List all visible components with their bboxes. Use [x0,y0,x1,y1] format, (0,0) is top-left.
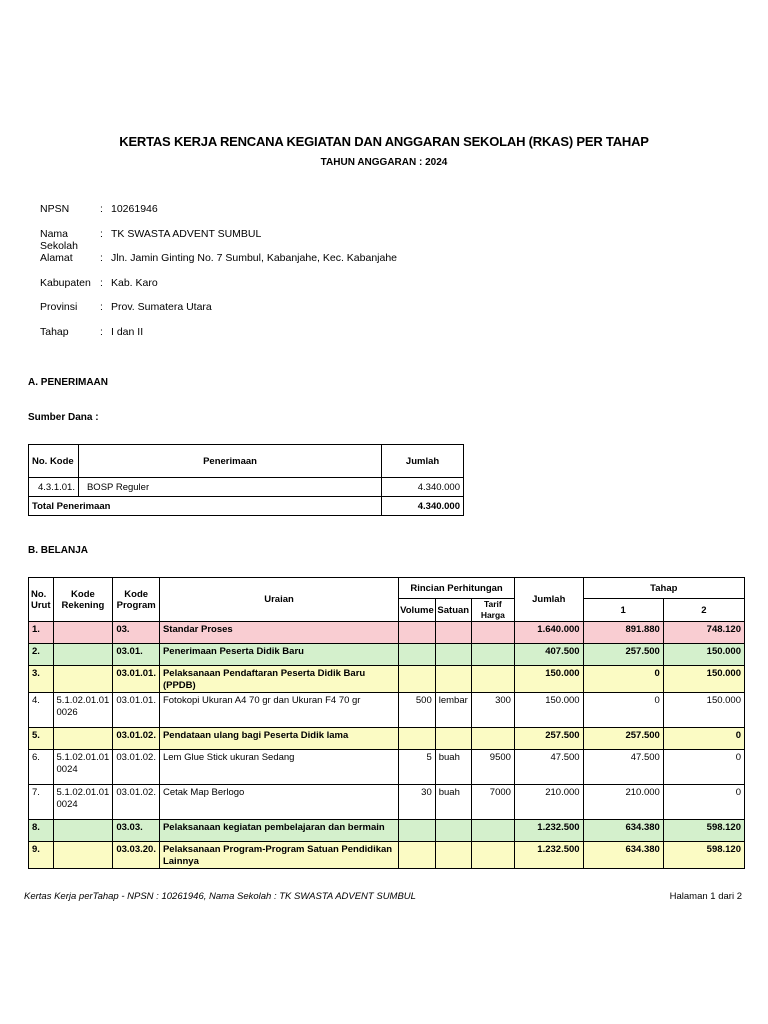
cell-no: 9. [29,842,54,869]
cell-uraian: Cetak Map Berlogo [159,785,398,820]
cell-penerimaan: BOSP Reguler [78,478,381,497]
cell-jumlah: 257.500 [514,728,583,750]
info-colon: : [100,252,103,265]
info-colon: : [100,276,103,289]
header-satuan: Satuan [435,599,471,622]
cell-tahap-1: 210.000 [583,785,663,820]
cell-tahap-2: 748.120 [663,622,744,644]
cell-satuan [435,820,471,842]
header-no-urut: No. Urut [29,578,54,622]
cell-no: 3. [29,666,54,693]
cell-satuan: buah [435,750,471,785]
info-value: Kab. Karo [111,276,158,289]
cell-jumlah: 1.640.000 [514,622,583,644]
cell-program: 03.01.02. [113,750,160,785]
cell-tahap-2: 0 [663,785,744,820]
table-row [29,750,745,785]
penerimaan-total-row [29,497,464,516]
cell-uraian: Penerimaan Peserta Didik Baru [159,644,398,666]
cell-tahap-1: 634.380 [583,820,663,842]
cell-no: 7. [29,785,54,820]
document-title: KERTAS KERJA RENCANA KEGIATAN DAN ANGGARAN SEKOLAH (RKAS) PER TAHAP [119,134,649,149]
cell-no: 4. [29,693,54,728]
cell-tahap-2: 598.120 [663,842,744,869]
cell-rekening: 5.1.02.01.01 0024 [53,785,113,820]
cell-rekening [53,622,113,644]
header-jumlah: Jumlah [514,578,583,622]
cell-tahap-1: 0 [583,693,663,728]
info-value: TK SWASTA ADVENT SUMBUL [111,227,262,240]
cell-uraian: Pelaksanaan Program-Program Satuan Pendidikan Lainnya [159,842,398,869]
cell-tahap-2: 150.000 [663,666,744,693]
cell-volume: 500 [399,693,436,728]
cell-tarif: 7000 [471,785,514,820]
table-row [29,820,745,842]
cell-program: 03.01.01. [113,693,160,728]
cell-satuan [435,622,471,644]
cell-rekening [53,820,113,842]
cell-volume [399,644,436,666]
cell-uraian: Pelaksanaan Pendaftaran Peserta Didik Baru (PPDB) [159,666,398,693]
cell-volume: 5 [399,750,436,785]
cell-satuan [435,666,471,693]
cell-uraian: Standar Proses [159,622,398,644]
cell-satuan [435,842,471,869]
cell-no: 1. [29,622,54,644]
cell-jumlah: 1.232.500 [514,842,583,869]
header-tahap: Tahap [583,578,744,599]
section-b-heading: B. BELANJA [28,545,89,556]
cell-program: 03.03. [113,820,160,842]
header-uraian: Uraian [159,578,398,622]
penerimaan-header-row [29,445,464,478]
info-label: Alamat [40,252,73,265]
cell-tahap-1: 257.500 [583,728,663,750]
header-kode-rekening: Kode Rekening [53,578,113,622]
cell-program: 03.01.01. [113,666,160,693]
cell-rekening [53,842,113,869]
cell-tahap-1: 47.500 [583,750,663,785]
footer-info: Kertas Kerja perTahap - NPSN : 10261946, Nama Sekolah : TK SWASTA ADVENT SUMBUL [24,891,416,902]
cell-program: 03. [113,622,160,644]
info-colon: : [100,203,103,215]
cell-volume [399,842,436,869]
cell-jumlah: 407.500 [514,644,583,666]
cell-rekening [53,666,113,693]
header-kode-program: Kode Program [113,578,160,622]
cell-jumlah: 4.340.000 [382,478,464,497]
info-label: NPSN [40,203,70,215]
cell-tahap-1: 257.500 [583,644,663,666]
cell-tarif [471,820,514,842]
cell-tahap-1: 634.380 [583,842,663,869]
cell-rekening [53,728,113,750]
cell-satuan [435,728,471,750]
table-row [29,842,745,869]
cell-volume [399,820,436,842]
header-tarif: Tarif Harga [471,599,514,622]
info-value: Jln. Jamin Ginting No. 7 Sumbul, Kabanjahe, Kec. Kabanjahe [111,252,398,265]
cell-satuan: buah [435,785,471,820]
table-row [29,693,745,728]
cell-tarif [471,644,514,666]
cell-tarif: 300 [471,693,514,728]
cell-volume: 30 [399,785,436,820]
cell-jumlah: 150.000 [514,666,583,693]
sumber-dana-label: Sumber Dana : [28,412,99,423]
cell-program: 03.03.20. [113,842,160,869]
document-subtitle: TAHUN ANGGARAN : 2024 [320,157,448,168]
cell-tahap-2: 598.120 [663,820,744,842]
cell-uraian: Pelaksanaan kegiatan pembelajaran dan bermain [159,820,398,842]
info-value: 10261946 [111,203,158,215]
cell-jumlah: 47.500 [514,750,583,785]
cell-satuan [435,644,471,666]
header-rincian: Rincian Perhitungan [399,578,515,599]
table-row [29,644,745,666]
total-value: 4.340.000 [382,497,464,516]
table-row [29,666,745,693]
cell-tahap-1: 891.880 [583,622,663,644]
cell-volume [399,728,436,750]
cell-tarif [471,842,514,869]
cell-volume [399,622,436,644]
header-tahap-2: 2 [663,599,744,622]
cell-satuan: lembar [435,693,471,728]
info-label: Tahap [40,325,69,338]
info-colon: : [100,301,103,314]
cell-program: 03.01. [113,644,160,666]
penerimaan-row [29,478,464,497]
cell-tahap-2: 150.000 [663,693,744,728]
cell-jumlah: 1.232.500 [514,820,583,842]
section-a-heading: A. PENERIMAAN [28,377,109,388]
cell-no: 5. [29,728,54,750]
page-number: Halaman 1 dari 2 [669,891,742,902]
table-row [29,785,745,820]
cell-no: 6. [29,750,54,785]
cell-tahap-2: 150.000 [663,644,744,666]
belanja-header-row-1 [29,578,745,599]
info-value: Prov. Sumatera Utara [111,301,212,314]
table-row [29,622,745,644]
cell-tarif [471,666,514,693]
info-label: Kabupaten [40,276,91,289]
cell-tahap-2: 0 [663,728,744,750]
cell-rekening: 5.1.02.01.01 0026 [53,693,113,728]
cell-tarif: 9500 [471,750,514,785]
header-no-kode: No. Kode [29,445,79,478]
cell-tahap-1: 0 [583,666,663,693]
cell-uraian: Fotokopi Ukuran A4 70 gr dan Ukuran F4 70 gr [159,693,398,728]
cell-jumlah: 150.000 [514,693,583,728]
cell-tarif [471,728,514,750]
header-jumlah: Jumlah [382,445,464,478]
info-label: Provinsi [40,301,78,314]
header-volume: Volume [399,599,436,622]
info-value: I dan II [111,325,144,338]
cell-jumlah: 210.000 [514,785,583,820]
cell-no: 8. [29,820,54,842]
cell-rekening [53,644,113,666]
penerimaan-table [28,444,464,516]
cell-uraian: Pendataan ulang bagi Peserta Didik lama [159,728,398,750]
total-label: Total Penerimaan [29,497,382,516]
belanja-table [28,577,745,869]
header-tahap-1: 1 [583,599,663,622]
info-colon: : [100,325,103,338]
info-label: Nama Sekolah [40,227,78,252]
cell-kode: 4.3.1.01. [29,478,79,497]
cell-program: 03.01.02. [113,785,160,820]
info-colon: : [100,227,103,240]
table-row [29,728,745,750]
cell-tahap-2: 0 [663,750,744,785]
cell-program: 03.01.02. [113,728,160,750]
cell-no: 2. [29,644,54,666]
cell-rekening: 5.1.02.01.01 0024 [53,750,113,785]
cell-tarif [471,622,514,644]
header-penerimaan: Penerimaan [78,445,381,478]
cell-uraian: Lem Glue Stick ukuran Sedang [159,750,398,785]
cell-volume [399,666,436,693]
